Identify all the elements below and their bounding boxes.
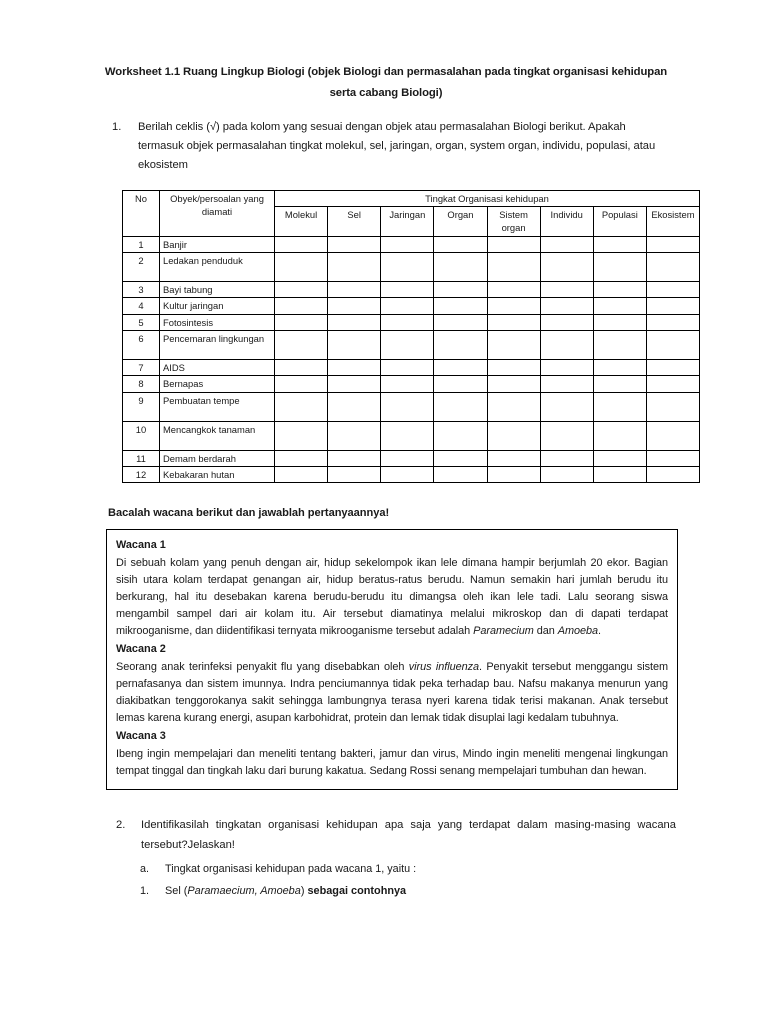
header-col-organ: Organ — [434, 206, 487, 236]
row-object: AIDS — [160, 359, 275, 375]
checkbox-cell[interactable] — [381, 359, 434, 375]
checkbox-cell[interactable] — [328, 314, 381, 330]
table-row — [123, 359, 700, 375]
table-row — [123, 281, 700, 297]
checkbox-cell[interactable] — [487, 330, 540, 359]
checkbox-cell[interactable] — [540, 450, 593, 466]
table-row — [123, 421, 700, 450]
row-object: Mencangkok tanaman — [160, 421, 275, 450]
checkbox-cell[interactable] — [434, 236, 487, 252]
checkbox-cell[interactable] — [434, 467, 487, 483]
row-number: 1 — [123, 236, 160, 252]
checkbox-cell[interactable] — [275, 330, 328, 359]
checkbox-cell[interactable] — [646, 298, 699, 314]
header-no: No — [123, 190, 160, 236]
header-col-sel: Sel — [328, 206, 381, 236]
scientific-name: Paramaecium, Amoeba — [187, 884, 301, 897]
checkbox-cell[interactable] — [381, 298, 434, 314]
text-run: . Penyakit tersebut menggangu sistem pernafasanya dan sistem imunnya. Indra penciumannya tidak peka terhadap bau. Nafsu makanya menurun yang diakibatkan tenggorokanya sakit sehingga lambungnya terasa nyeri karena tidak terisi makanan. Anak tersebut lemas karena kurang energi, asupan karbohidrat, protein dan lemak tidak disuplai lagi kedalam tubuhnya. — [116, 661, 668, 725]
checkbox-cell[interactable] — [275, 236, 328, 252]
table-row — [123, 330, 700, 359]
checkbox-cell[interactable] — [646, 421, 699, 450]
checkbox-cell[interactable] — [434, 252, 487, 281]
checkbox-cell[interactable] — [434, 392, 487, 421]
row-number: 10 — [123, 421, 160, 450]
checkbox-cell[interactable] — [487, 359, 540, 375]
checkbox-cell[interactable] — [328, 298, 381, 314]
checkbox-cell[interactable] — [540, 314, 593, 330]
checkbox-cell[interactable] — [593, 450, 646, 466]
row-number: 2 — [123, 252, 160, 281]
checkbox-cell[interactable] — [593, 421, 646, 450]
checkbox-cell[interactable] — [540, 392, 593, 421]
checkbox-cell[interactable] — [646, 450, 699, 466]
checkbox-cell[interactable] — [381, 467, 434, 483]
worksheet-table-wrap — [0, 176, 768, 484]
wacana-title: Wacana 1 — [116, 539, 166, 552]
checkbox-cell[interactable] — [646, 359, 699, 375]
row-object: Bayi tabung — [160, 281, 275, 297]
row-number: 3 — [123, 281, 160, 297]
row-object: Pembuatan tempe — [160, 392, 275, 421]
answer-1-marker: 1. — [140, 884, 150, 897]
checkbox-cell[interactable] — [540, 330, 593, 359]
checkbox-cell[interactable] — [381, 314, 434, 330]
checkbox-cell[interactable] — [434, 298, 487, 314]
checkbox-cell[interactable] — [275, 298, 328, 314]
checkbox-cell[interactable] — [381, 376, 434, 392]
sub-a-text: Tingkat organisasi kehidupan pada wacana 1, yaitu : — [165, 863, 417, 876]
row-object: Pencemaran lingkungan — [160, 330, 275, 359]
row-number: 6 — [123, 330, 160, 359]
checkbox-cell[interactable] — [593, 252, 646, 281]
question-2-sub-a — [0, 856, 768, 878]
checkbox-cell[interactable] — [487, 314, 540, 330]
checkbox-cell[interactable] — [646, 236, 699, 252]
checkbox-cell[interactable] — [275, 392, 328, 421]
table-head — [123, 190, 700, 236]
checkbox-cell[interactable] — [328, 252, 381, 281]
table-body — [123, 236, 700, 483]
checkbox-cell[interactable] — [381, 330, 434, 359]
scientific-name: virus influenza — [408, 661, 479, 674]
table-row — [123, 314, 700, 330]
checkbox-cell[interactable] — [434, 330, 487, 359]
scientific-name: Paramecium — [473, 625, 534, 638]
checkbox-cell[interactable] — [328, 392, 381, 421]
checkbox-cell[interactable] — [593, 376, 646, 392]
wacana-body — [116, 746, 668, 780]
question-2-text: Identifikasilah tingkatan organisasi kehidupan apa saja yang terdapat dalam masing-masing wacana tersebut?Jelaskan! — [141, 819, 676, 852]
checkbox-cell[interactable] — [328, 376, 381, 392]
checkbox-cell[interactable] — [646, 281, 699, 297]
table-row — [123, 450, 700, 466]
emphasis-run: sebagai contohnya — [307, 884, 407, 897]
checkbox-cell[interactable] — [487, 236, 540, 252]
table-header-row-1 — [123, 190, 700, 206]
checkbox-cell[interactable] — [540, 421, 593, 450]
table-row — [123, 376, 700, 392]
checkbox-cell[interactable] — [540, 252, 593, 281]
checkbox-cell[interactable] — [275, 314, 328, 330]
checkbox-cell[interactable] — [328, 281, 381, 297]
row-number: 11 — [123, 450, 160, 466]
checkbox-cell[interactable] — [540, 236, 593, 252]
question-1-number: 1. — [112, 120, 122, 133]
checkbox-cell[interactable] — [434, 450, 487, 466]
checkbox-cell[interactable] — [328, 467, 381, 483]
table-row — [123, 236, 700, 252]
checkbox-cell[interactable] — [487, 450, 540, 466]
text-run: Sel ( — [165, 884, 188, 897]
checkbox-cell[interactable] — [328, 450, 381, 466]
checkbox-cell[interactable] — [593, 392, 646, 421]
row-number: 8 — [123, 376, 160, 392]
checkbox-cell[interactable] — [381, 421, 434, 450]
checkbox-cell[interactable] — [540, 298, 593, 314]
text-run: Seorang anak terinfeksi penyakit flu yang disebabkan oleh — [116, 661, 409, 674]
header-group: Tingkat Organisasi kehidupan — [275, 190, 700, 206]
question-2-answer-1 — [0, 879, 768, 901]
checkbox-cell[interactable] — [540, 376, 593, 392]
checkbox-cell[interactable] — [328, 359, 381, 375]
checkbox-cell[interactable] — [434, 314, 487, 330]
scientific-name: Amoeba — [557, 625, 599, 638]
checkbox-cell[interactable] — [540, 467, 593, 483]
checkbox-cell[interactable] — [434, 359, 487, 375]
checkbox-cell[interactable] — [381, 252, 434, 281]
checkbox-cell[interactable] — [593, 314, 646, 330]
header-col-populasi: Populasi — [593, 206, 646, 236]
checkbox-cell[interactable] — [487, 281, 540, 297]
checkbox-cell[interactable] — [487, 421, 540, 450]
checkbox-cell[interactable] — [381, 392, 434, 421]
checkbox-cell[interactable] — [381, 450, 434, 466]
row-object: Bernapas — [160, 376, 275, 392]
row-number: 9 — [123, 392, 160, 421]
checkbox-cell[interactable] — [646, 330, 699, 359]
text-run: dan — [533, 625, 558, 638]
table-row — [123, 467, 700, 483]
checkbox-cell[interactable] — [487, 467, 540, 483]
checkbox-cell[interactable] — [593, 281, 646, 297]
row-object: Kebakaran hutan — [160, 467, 275, 483]
checkbox-cell[interactable] — [275, 450, 328, 466]
checkbox-cell[interactable] — [487, 392, 540, 421]
checkbox-cell[interactable] — [275, 467, 328, 483]
text-run: Di sebuah kolam yang penuh dengan air, hidup sekelompok ikan lele dimana hampir berjumlah 20 ekor. Bagian sisih utara kolam terdapat genangan air, hidup beratus-ratus berudu. Namun semakin hari jumlah berudu itu berkurang, hal itu desebakan karena berudu-berudu itu dimangsa oleh ikan lele tadi. Lalu seorang siswa mengambil sampel dari air kolam itu. Air tersebut diamatinya melalui mikroskop dan di dapati terdapat mikrooganisme, dan diidentifikasi ternyata mikrooganisme tersebut adalah — [116, 557, 668, 638]
text-run: ) — [300, 884, 308, 897]
checkbox-cell[interactable] — [540, 281, 593, 297]
checkbox-cell[interactable] — [434, 281, 487, 297]
wacana-body — [116, 659, 668, 727]
checkbox-cell[interactable] — [646, 376, 699, 392]
checkbox-cell[interactable] — [275, 281, 328, 297]
header-col-jaringan: Jaringan — [381, 206, 434, 236]
question-1 — [0, 104, 768, 176]
checkbox-cell[interactable] — [646, 314, 699, 330]
checkbox-cell[interactable] — [275, 421, 328, 450]
checkbox-cell[interactable] — [434, 421, 487, 450]
checkbox-cell[interactable] — [381, 236, 434, 252]
row-number: 12 — [123, 467, 160, 483]
checkbox-cell[interactable] — [487, 252, 540, 281]
page-title: Worksheet 1.1 Ruang Lingkup Biologi (objek Biologi dan permasalahan pada tingkat organisasi kehidupan serta cabang Biologi) — [104, 66, 668, 99]
wacana-title: Wacana 3 — [116, 730, 166, 743]
checkbox-cell[interactable] — [328, 421, 381, 450]
checkbox-cell[interactable] — [540, 359, 593, 375]
row-number: 5 — [123, 314, 160, 330]
table-row — [123, 392, 700, 421]
question-1-text: Berilah ceklis (√) pada kolom yang sesuai dengan objek atau permasalahan Biologi berikut. Apakah termasuk objek permasalahan tingkat molekul, sel, jaringan, organ, system organ, individu, populasi, atau ekosistem — [138, 120, 656, 172]
checkbox-cell[interactable] — [275, 376, 328, 392]
checkbox-cell[interactable] — [646, 252, 699, 281]
checkbox-cell[interactable] — [646, 467, 699, 483]
checkbox-cell[interactable] — [328, 236, 381, 252]
organisation-level-table — [122, 190, 700, 484]
checkbox-cell[interactable] — [593, 359, 646, 375]
checkbox-cell[interactable] — [275, 359, 328, 375]
row-object: Banjir — [160, 236, 275, 252]
checkbox-cell[interactable] — [487, 298, 540, 314]
wacana-title: Wacana 2 — [116, 643, 166, 656]
checkbox-cell[interactable] — [593, 236, 646, 252]
checkbox-cell[interactable] — [275, 252, 328, 281]
row-object: Kultur jaringan — [160, 298, 275, 314]
table-row — [123, 298, 700, 314]
question-2 — [0, 790, 768, 856]
checkbox-cell[interactable] — [646, 392, 699, 421]
wacana-box — [106, 529, 678, 790]
header-col-individu: Individu — [540, 206, 593, 236]
checkbox-cell[interactable] — [593, 298, 646, 314]
header-object: Obyek/persoalan yang diamati — [160, 190, 275, 236]
text-run: . — [598, 625, 602, 638]
wacana-list — [116, 537, 668, 780]
checkbox-cell[interactable] — [328, 330, 381, 359]
question-2-number: 2. — [116, 819, 126, 832]
header-col-sistem-organ: Sistem organ — [487, 206, 540, 236]
wacana-body — [116, 555, 668, 640]
row-object: Fotosintesis — [160, 314, 275, 330]
row-object: Demam berdarah — [160, 450, 275, 466]
row-number: 4 — [123, 298, 160, 314]
header-col-ekosistem: Ekosistem — [646, 206, 699, 236]
checkbox-cell[interactable] — [487, 376, 540, 392]
checkbox-cell[interactable] — [381, 281, 434, 297]
checkbox-cell[interactable] — [434, 376, 487, 392]
sub-a-marker: a. — [140, 863, 150, 876]
checkbox-cell[interactable] — [593, 330, 646, 359]
section-heading: Bacalah wacana berikut dan jawablah pertanyaannya! — [108, 507, 390, 520]
row-object: Ledakan penduduk — [160, 252, 275, 281]
header-col-molekul: Molekul — [275, 206, 328, 236]
row-number: 7 — [123, 359, 160, 375]
checkbox-cell[interactable] — [593, 467, 646, 483]
answer-1-text — [165, 882, 406, 901]
table-row — [123, 252, 700, 281]
text-run: Ibeng ingin mempelajari dan meneliti tentang bakteri, jamur dan virus, Mindo ingin meneliti mengenai lingkungan tempat tinggal dan tingkah laku dari burung kakatua. Sedang Rossi senang mempelajari tumbuhan dan hewan. — [116, 748, 668, 778]
